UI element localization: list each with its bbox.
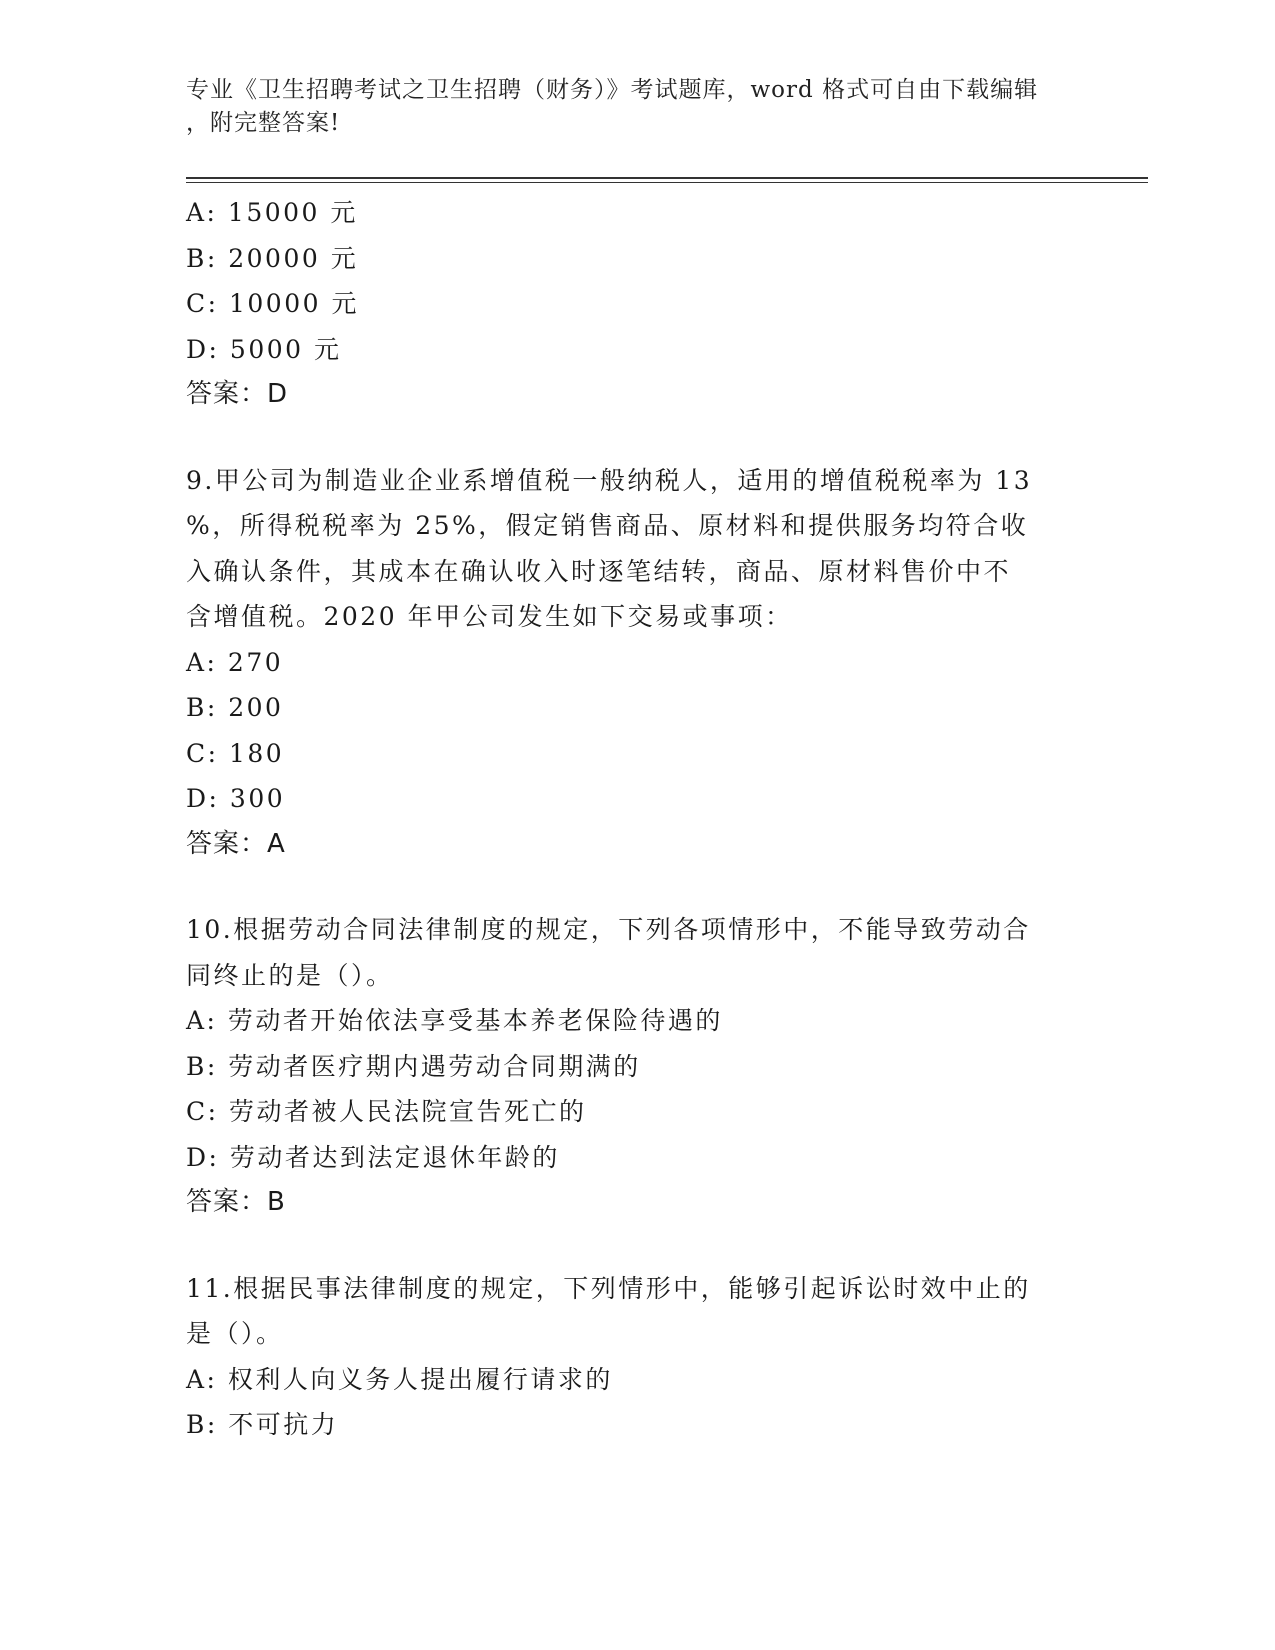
option-d: D: 300 [186,784,286,813]
question-8 [186,190,1086,418]
question-stem-line: 9.甲公司为制造业企业系增值税一般纳税人，适用的增值税税率为 13 [186,465,1033,495]
answer-label: 答案：B [186,1187,286,1217]
option-d: D: 劳动者达到法定退休年龄的 [186,1142,560,1172]
option-d: D: 5000 元 [186,334,342,364]
question-11 [186,1266,1066,1448]
option-a: A: 270 [186,647,284,677]
answer-label: 答案：D [186,379,289,409]
header-divider-thin [186,182,1148,183]
option-a: A: 15000 元 [186,198,358,227]
option-b: B: 200 [186,693,284,722]
question-9 [186,458,1066,868]
question-stem-line: 11.根据民事法律制度的规定，下列情形中，能够引起诉讼时效中止的 [186,1273,1031,1303]
option-b: B: 劳动者医疗期内遇劳动合同期满的 [186,1051,641,1081]
header-line-1: 专业《卫生招聘考试之卫生招聘（财务）》考试题库，word 格式可自由下载编辑 [186,77,1039,103]
option-c: C: 劳动者被人民法院宣告死亡的 [186,1097,587,1126]
header-divider-thick [186,177,1148,179]
option-b: B: 不可抗力 [186,1410,339,1439]
header-line-2: ，附完整答案! [186,110,341,136]
question-10 [186,907,1066,1226]
question-content [186,190,1086,1448]
question-stem-line: 入确认条件，其成本在确认收入时逐笔结转，商品、原材料售价中不 [186,556,1012,586]
question-stem-line: 是（）。 [186,1319,284,1348]
option-c: C: 10000 元 [186,289,359,318]
option-a: A: 权利人向义务人提出履行请求的 [186,1364,613,1394]
option-b: B: 20000 元 [186,243,359,273]
question-stem-line: 含增值税。2020 年甲公司发生如下交易或事项： [186,602,793,631]
option-a: A: 劳动者开始依法享受基本养老保险待遇的 [186,1006,723,1035]
document-header [186,74,1066,140]
question-stem-line: %，所得税税率为 25%，假定销售商品、原材料和提供服务均符合收 [186,511,1029,540]
question-stem-line: 10.根据劳动合同法律制度的规定，下列各项情形中，不能导致劳动合 [186,915,1031,944]
option-c: C: 180 [186,738,285,768]
answer-label: 答案：A [186,828,286,859]
question-stem-line: 同终止的是（）。 [186,960,394,990]
